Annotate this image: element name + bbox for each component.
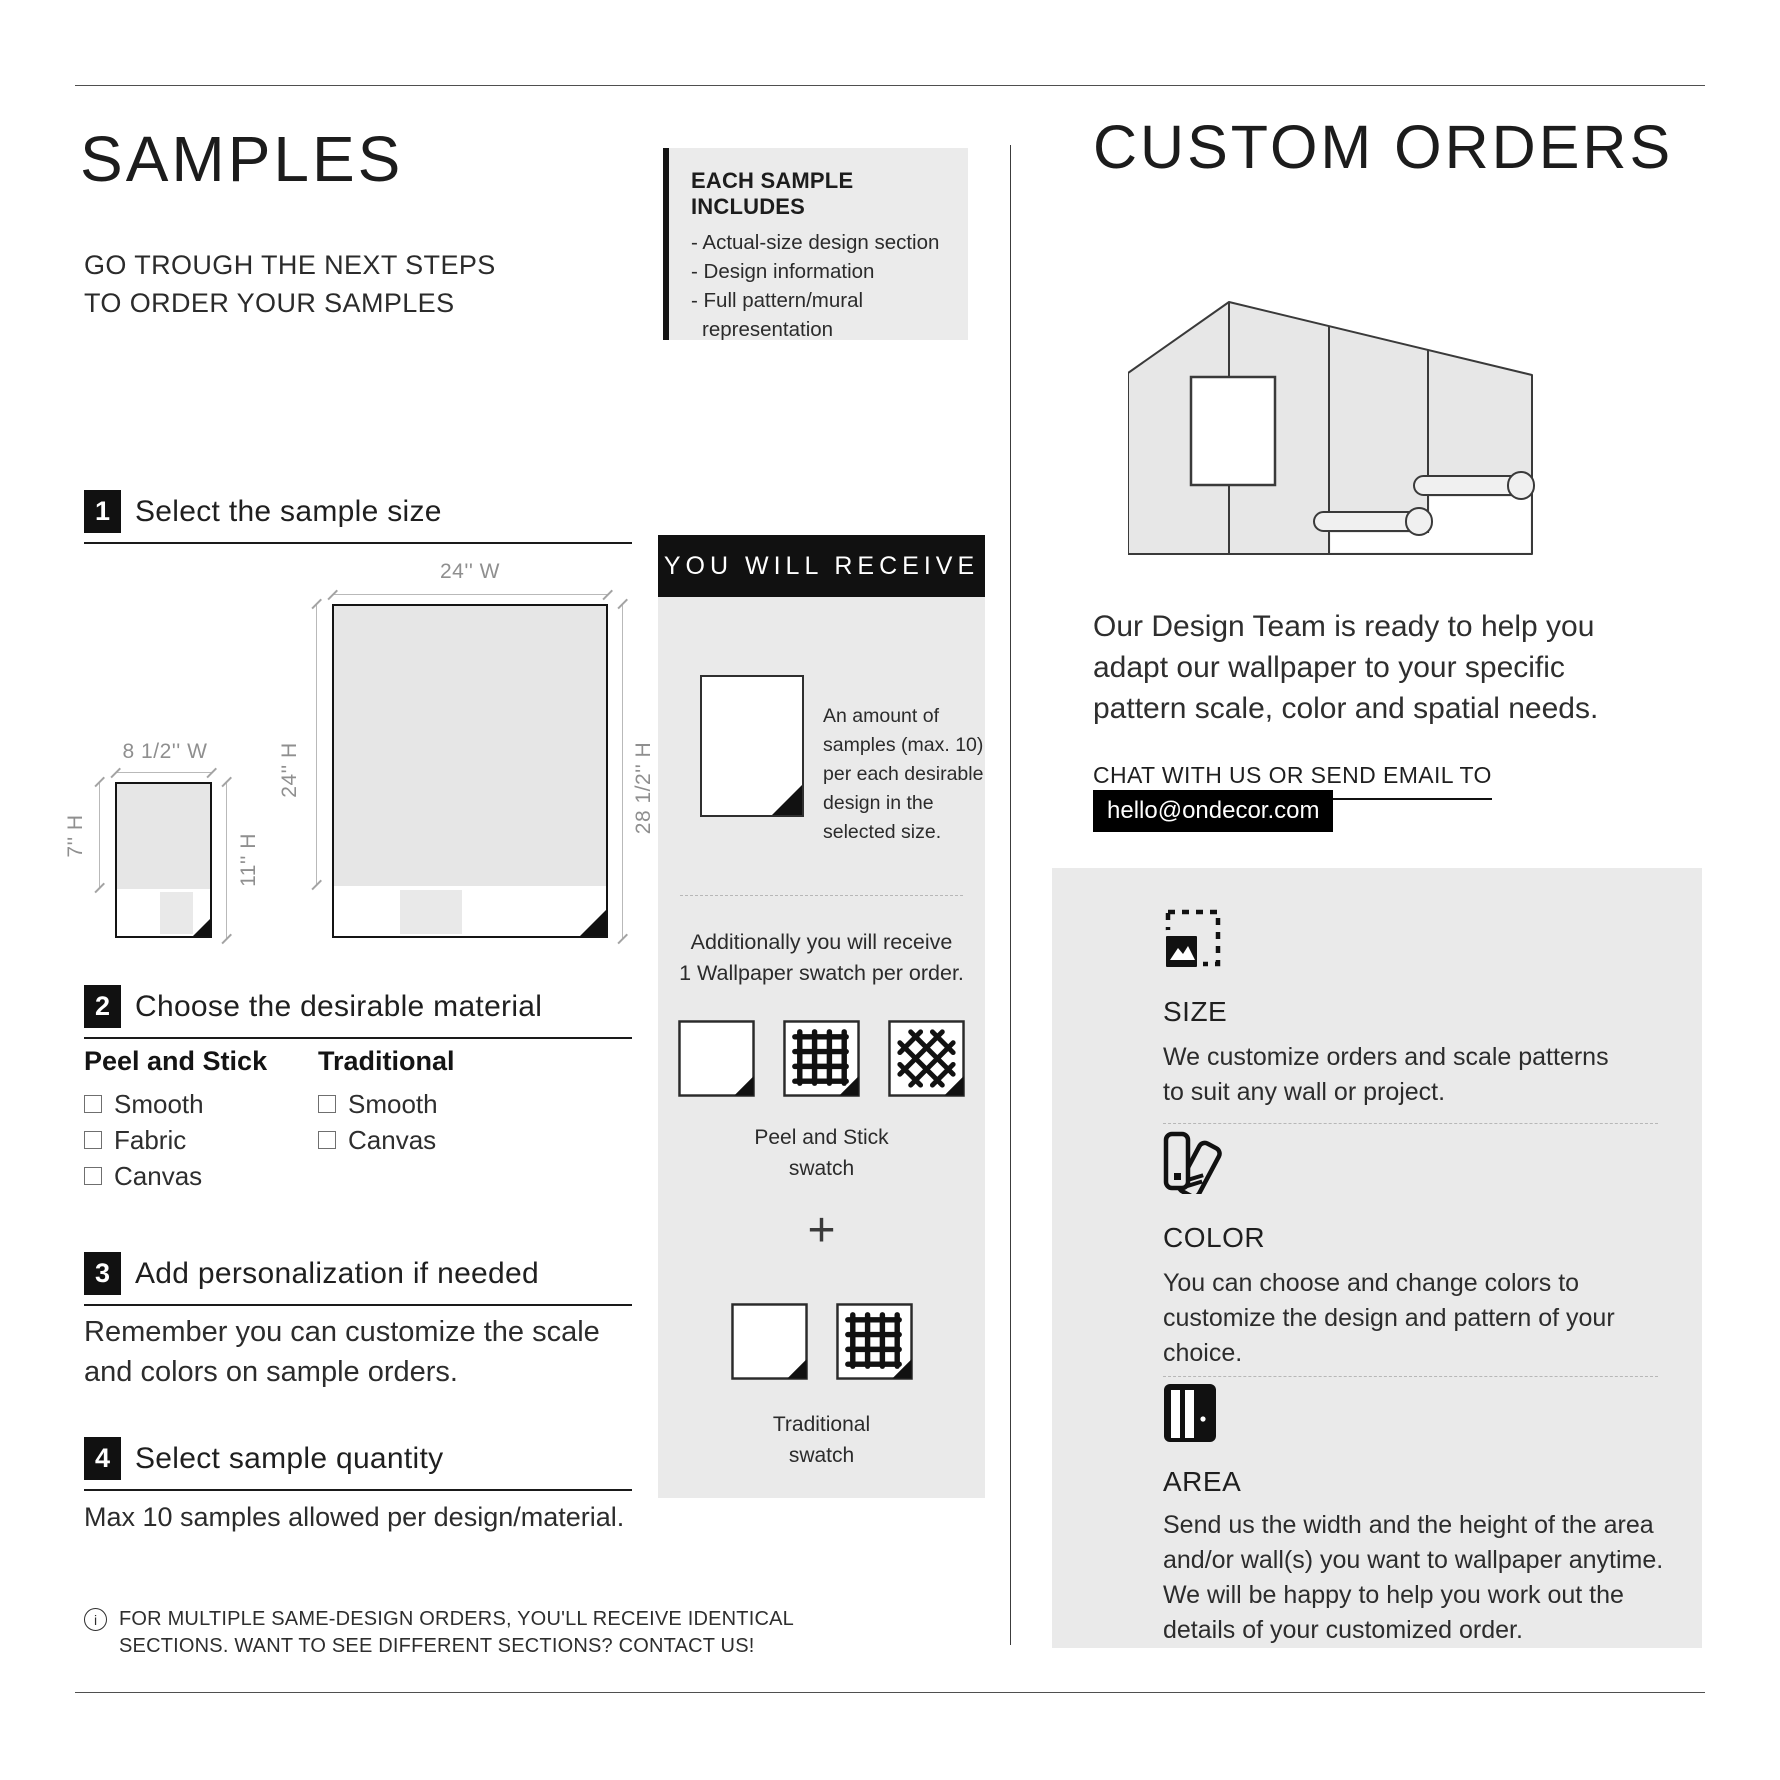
traditional-swatch-row bbox=[658, 1303, 985, 1380]
dimension-label-24w: 24'' W bbox=[439, 560, 501, 583]
dimension-line-8w bbox=[115, 772, 212, 773]
material-option bbox=[318, 1122, 438, 1158]
feature-line: We will be happy to help you work out the bbox=[1163, 1581, 1624, 1609]
label-line: Peel and Stick bbox=[754, 1126, 889, 1149]
you-will-receive-panel bbox=[658, 597, 985, 1498]
step-1-label: Select the sample size bbox=[135, 494, 442, 528]
column-divider bbox=[1010, 145, 1011, 1645]
color-title: COLOR bbox=[1163, 1222, 1266, 1253]
amount-line: An amount of bbox=[823, 705, 939, 727]
checkbox-peel-fabric bbox=[84, 1131, 102, 1149]
feature-line: Send us the width and the height of the area bbox=[1163, 1511, 1654, 1539]
dimension-label-7h: 7'' H bbox=[64, 814, 87, 858]
dimension-label-28h: 28 1/2'' H bbox=[632, 741, 655, 835]
material-option bbox=[84, 1158, 204, 1194]
step-3-header bbox=[84, 1252, 632, 1306]
option-label: Canvas bbox=[348, 1124, 437, 1155]
dimension-label-24h: 24'' H bbox=[278, 742, 301, 798]
amount-line: per each desirable bbox=[823, 763, 984, 785]
canvas-grid-swatch-icon bbox=[836, 1303, 913, 1380]
design-area bbox=[334, 606, 606, 886]
note-line: and colors on sample orders. bbox=[84, 1356, 458, 1388]
area-text bbox=[1163, 1508, 1663, 1648]
color-text bbox=[1163, 1266, 1615, 1371]
plus-sign: + bbox=[807, 1204, 836, 1257]
step-2-number-badge: 2 bbox=[84, 985, 121, 1028]
intro-line: TO ORDER YOUR SAMPLES bbox=[84, 288, 455, 318]
each-sample-includes-box bbox=[663, 148, 968, 340]
material-option bbox=[84, 1122, 204, 1158]
window bbox=[1191, 377, 1275, 485]
amount-line: selected size. bbox=[823, 821, 942, 843]
dimension-label-11h: 11'' H bbox=[237, 833, 260, 887]
feature-line: details of your customized order. bbox=[1163, 1616, 1523, 1644]
step-4-note bbox=[84, 1497, 624, 1537]
footnote-line: SECTIONS. WANT TO SEE DIFFERENT SECTIONS? CONTACT US! bbox=[119, 1635, 755, 1657]
step-3-label: Add personalization if needed bbox=[135, 1256, 539, 1290]
dimension-line-24w bbox=[332, 594, 608, 595]
step-4-header bbox=[84, 1437, 632, 1491]
footnote-line: FOR MULTIPLE SAME-DESIGN ORDERS, YOU'LL RECEIVE IDENTICAL bbox=[119, 1608, 794, 1630]
intro-line: Our Design Team is ready to help you bbox=[1093, 610, 1595, 643]
sample-size-small bbox=[115, 782, 212, 938]
additional-text bbox=[658, 927, 985, 989]
size-title: SIZE bbox=[1163, 996, 1228, 1027]
footnote-text bbox=[119, 1606, 794, 1660]
material-option bbox=[318, 1086, 438, 1122]
label-line: swatch bbox=[788, 1444, 855, 1467]
wallpaper-roll bbox=[1314, 512, 1418, 531]
peel-swatch-label bbox=[658, 1122, 985, 1184]
samples-title: SAMPLES bbox=[80, 123, 404, 195]
design-area bbox=[117, 784, 210, 889]
pattern-square bbox=[160, 892, 193, 934]
top-rule bbox=[75, 85, 1705, 86]
canvas-crosshatch-swatch-icon bbox=[888, 1020, 965, 1097]
samples-intro bbox=[84, 246, 496, 322]
step-4-label: Select sample quantity bbox=[135, 1441, 444, 1475]
smooth-swatch-icon bbox=[678, 1020, 755, 1097]
note-line: Remember you can customize the scale bbox=[84, 1316, 600, 1348]
custom-options-box bbox=[1052, 868, 1702, 1648]
amount-line: samples (max. 10) bbox=[823, 734, 984, 756]
intro-line: pattern scale, color and spatial needs. bbox=[1093, 692, 1599, 725]
size-text bbox=[1163, 1040, 1609, 1110]
chat-with-us-label: CHAT WITH US OR SEND EMAIL TO bbox=[1093, 762, 1492, 800]
traditional-options bbox=[318, 1086, 438, 1158]
step-2-header bbox=[84, 985, 632, 1039]
wallpaper-roll bbox=[1414, 476, 1520, 495]
custom-intro bbox=[1093, 606, 1598, 729]
feature-line: to suit any wall or project. bbox=[1163, 1078, 1446, 1106]
feature-line: You can choose and change colors to bbox=[1163, 1269, 1580, 1297]
step-3-note bbox=[84, 1312, 600, 1392]
intro-line: adapt our wallpaper to your specific bbox=[1093, 651, 1565, 684]
folded-corner bbox=[580, 910, 606, 936]
feature-line: choice. bbox=[1163, 1339, 1243, 1367]
includes-title: EACH SAMPLE INCLUDES bbox=[691, 168, 854, 219]
intro-line: GO TROUGH THE NEXT STEPS bbox=[84, 250, 496, 280]
checkbox-trad-canvas bbox=[318, 1131, 336, 1149]
feature-line: customize the design and pattern of your bbox=[1163, 1304, 1615, 1332]
feature-line: We customize orders and scale patterns bbox=[1163, 1043, 1609, 1071]
option-label: Canvas bbox=[114, 1160, 203, 1191]
dashed-divider bbox=[680, 895, 963, 896]
custom-orders-title: CUSTOM ORDERS bbox=[1093, 113, 1674, 181]
color-swatches-icon bbox=[1163, 1130, 1229, 1194]
dashed-divider bbox=[1163, 1123, 1658, 1124]
folded-corner bbox=[772, 785, 802, 815]
includes-item: representation bbox=[702, 318, 834, 341]
dashed-divider bbox=[1163, 1376, 1658, 1377]
dimension-label-8w: 8 1/2'' W bbox=[122, 740, 208, 763]
peel-and-stick-title: Peel and Stick bbox=[84, 1046, 268, 1076]
wall-house-illustration bbox=[1128, 293, 1538, 565]
includes-item: - Full pattern/mural bbox=[691, 289, 864, 312]
includes-item: - Actual-size design section bbox=[691, 231, 940, 254]
sample-size-large bbox=[332, 604, 608, 938]
info-icon: i bbox=[84, 1608, 107, 1631]
step-3-number-badge: 3 bbox=[84, 1252, 121, 1295]
dimension-line-11h bbox=[226, 782, 227, 938]
label-line: Traditional bbox=[772, 1413, 871, 1436]
peel-options bbox=[84, 1086, 204, 1194]
feature-line: and/or wall(s) you want to wallpaper anytime. bbox=[1163, 1546, 1664, 1574]
area-wall-door-icon bbox=[1163, 1383, 1219, 1445]
step-1-header bbox=[84, 490, 632, 544]
step-2-label: Choose the desirable material bbox=[135, 989, 543, 1023]
dimension-line-7h bbox=[99, 782, 100, 887]
folded-corner bbox=[193, 919, 210, 936]
traditional-title: Traditional bbox=[318, 1046, 455, 1076]
size-crop-image-icon bbox=[1163, 908, 1223, 972]
fabric-grid-swatch-icon bbox=[783, 1020, 860, 1097]
sample-page-icon bbox=[700, 675, 804, 817]
label-line: swatch bbox=[788, 1157, 855, 1180]
material-option bbox=[84, 1086, 204, 1122]
traditional-swatch-label bbox=[658, 1409, 985, 1471]
checkbox-peel-canvas bbox=[84, 1167, 102, 1185]
step-4-number-badge: 4 bbox=[84, 1437, 121, 1480]
amount-line: design in the bbox=[823, 792, 934, 814]
area-title: AREA bbox=[1163, 1466, 1242, 1497]
option-label: Smooth bbox=[348, 1088, 438, 1119]
checkbox-trad-smooth bbox=[318, 1095, 336, 1113]
option-label: Fabric bbox=[114, 1124, 187, 1155]
pattern-square bbox=[400, 890, 462, 934]
note-line: Max 10 samples allowed per design/material. bbox=[84, 1502, 625, 1532]
footnote bbox=[84, 1606, 794, 1660]
email-badge: hello@ondecor.com bbox=[1093, 790, 1333, 832]
step-1-number-badge: 1 bbox=[84, 490, 121, 533]
additional-line: 1 Wallpaper swatch per order. bbox=[679, 961, 964, 985]
smooth-swatch-icon bbox=[731, 1303, 808, 1380]
includes-item: - Design information bbox=[691, 260, 875, 283]
amount-text bbox=[823, 702, 983, 847]
additional-line: Additionally you will receive bbox=[690, 930, 953, 954]
checkbox-peel-smooth bbox=[84, 1095, 102, 1113]
you-will-receive-banner: YOU WILL RECEIVE bbox=[658, 535, 985, 597]
peel-swatch-row bbox=[658, 1020, 985, 1097]
bottom-rule bbox=[75, 1692, 1705, 1693]
dimension-line-28h bbox=[622, 604, 623, 938]
dimension-line-24h bbox=[316, 604, 317, 884]
option-label: Smooth bbox=[114, 1088, 204, 1119]
